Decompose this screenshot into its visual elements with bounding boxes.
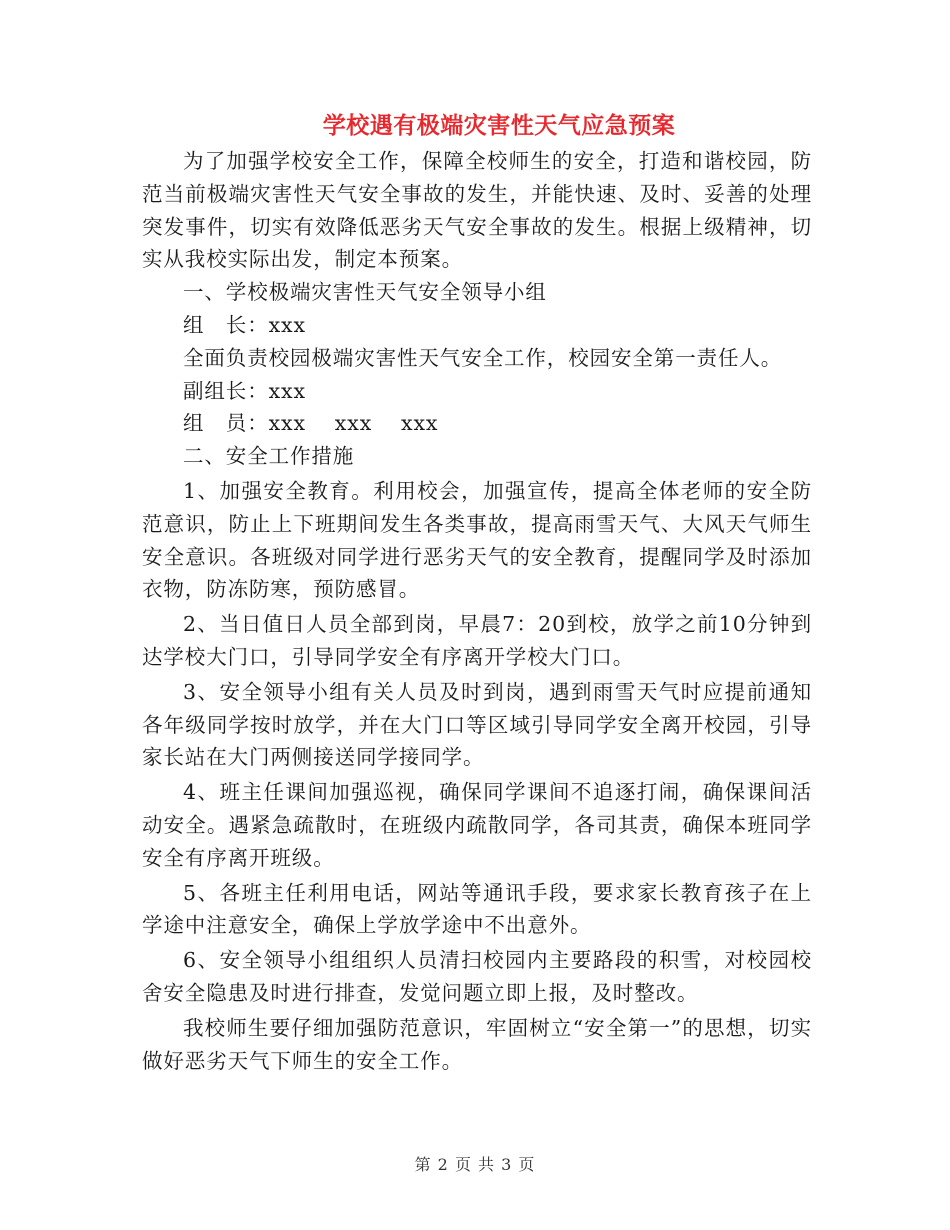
measure-item-1: 1、加强安全教育。利用校会，加强宣传，提高全体老师的安全防范意识，防止上下班期间发生各类事故，提高雨雪天气、大风天气师生安全意识。各班级对同学进行恶劣天气的安全教育，提醒同学及时添加衣物，防冻防寒，预防感冒。 [142, 478, 812, 602]
measure-item-2: 2、当日值日人员全部到岗，早晨7：20到校，放学之前10分钟到达学校大门口，引导同学安全有序离开学校大门口。 [142, 612, 812, 669]
measure-item-3: 3、安全领导小组有关人员及时到岗，遇到雨雪天气时应提前通知各年级同学按时放学，并在大门口等区域引导同学安全离开校园，引导家长站在大门两侧接送同学接同学。 [142, 679, 812, 770]
page-number-footer: 第 2 页 共 3 页 [414, 1155, 536, 1174]
deputy-leader-line: 副组长：xxx [183, 378, 306, 403]
group-leader-line: 组 长：xxx [183, 312, 306, 337]
measure-item-4: 4、班主任课间加强巡视，确保同学课间不追逐打闹，确保课间活动安全。遇紧急疏散时，在班级内疏散同学，各司其责，确保本班同学安全有序离开班级。 [142, 780, 812, 870]
measure-item-5: 5、各班主任利用电话，网站等通讯手段，要求家长教育孩子在上学途中注意安全，确保上学放学途中不出意外。 [142, 880, 812, 938]
intro-paragraph: 为了加强学校安全工作，保障全校师生的安全，打造和谐校园，防范当前极端灾害性天气安全事故的发生，并能快速、及时、妥善的处理突发事件，切实有效降低恶劣天气安全事故的发生。根据上级精神，切实从我校实际出发，制定本预案。 [142, 149, 812, 272]
document-title: 学校遇有极端灾害性天气应急预案 [322, 112, 676, 139]
group-leader-duty: 全面负责校园极端灾害性天气安全工作，校园安全第一责任人。 [183, 345, 783, 370]
measure-item-6: 6、安全领导小组组织人员清扫校园内主要路段的积雪，对校园校舍安全隐患及时进行排查，发觉问题立即上报，及时整改。 [142, 948, 812, 1005]
section-heading-leadership-group: 一、学校极端灾害性天气安全领导小组 [183, 280, 547, 305]
group-members-line: 组 员：xxx xxx xxx [183, 411, 439, 436]
closing-paragraph: 我校师生要仔细加强防范意识，牢固树立“安全第一”的思想，切实做好恶劣天气下师生的安全工作。 [142, 1015, 812, 1073]
section-heading-safety-measures: 二、安全工作措施 [183, 444, 355, 469]
document-body [142, 145, 812, 1077]
